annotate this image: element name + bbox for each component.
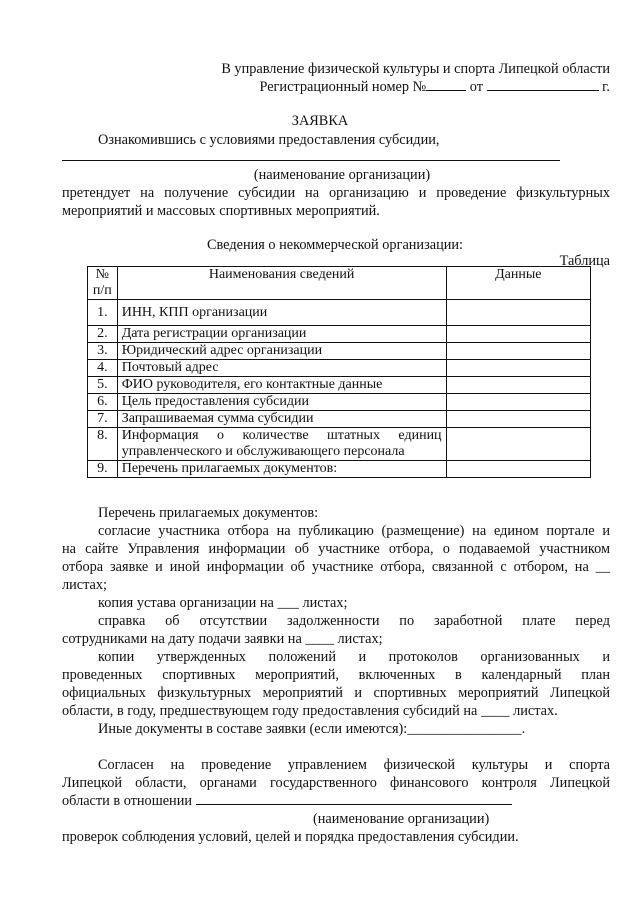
debt-line-1: справка об отсутствии задолженности по заработной плате перед [98, 613, 610, 629]
consent-line-4: листах; [62, 577, 108, 593]
agreement-line-1: Согласен на проведение управлением физической культуры и спорта [98, 757, 610, 773]
debt-line-2: сотрудниками на дату подачи заявки на ____ листах; [62, 631, 383, 647]
data-cell[interactable] [446, 360, 590, 377]
agreement-line-3: области в отношении [62, 792, 512, 810]
table-row: 4. Почтовый адрес [88, 360, 591, 377]
name-header: Наименования сведений [117, 267, 446, 300]
charter-line: копия устава организации на ___ листах; [98, 595, 348, 611]
num-header: № п/п [88, 267, 118, 300]
organization-info-table [87, 266, 591, 478]
data-cell[interactable] [446, 343, 590, 360]
reg-number-label: Регистрационный номер № [259, 79, 427, 95]
data-cell[interactable] [446, 326, 590, 343]
intro-line: Ознакомившись с условиями предоставления субсидии, [98, 132, 440, 148]
data-cell[interactable] [446, 411, 590, 428]
agreement-org-field[interactable] [196, 792, 512, 805]
data-cell[interactable] [446, 394, 590, 411]
table-row: 3. Юридический адрес организации [88, 343, 591, 360]
table-header-row [88, 267, 591, 300]
table-row: 5. ФИО руководителя, его контактные данные [88, 377, 591, 394]
consent-line-3: отбора заявке и иной информации об участнике отбора, связанной с отбором, на __ [62, 559, 610, 575]
reg-year-label: г. [602, 79, 610, 95]
data-cell[interactable] [446, 300, 590, 326]
table-row: 7. Запрашиваемая сумма субсидии [88, 411, 591, 428]
data-cell[interactable] [446, 428, 590, 461]
recipient-line: В управление физической культуры и спорта Липецкой области [221, 61, 610, 77]
reg-number-field[interactable] [426, 78, 466, 91]
table-row: 1. ИНН, КПП организации [88, 300, 591, 326]
table-row: 8. Информация о количестве штатных единиц управленческого и обслуживающего персонала [88, 428, 591, 461]
consent-line-1: согласие участника отбора на публикацию (размещение) на едином портале и [98, 523, 610, 539]
copies-line-2: проведенных спортивных мероприятий, включенных в календарный план [62, 667, 610, 683]
data-header: Данные [446, 267, 590, 300]
reg-date-field[interactable] [487, 78, 599, 91]
copies-line-3: официальных физкультурных мероприятий и спортивных мероприятий Липецкой [62, 685, 610, 701]
claim-line-2: мероприятий и массовых спортивных мероприятий. [62, 203, 380, 219]
agreement-line-4: проверок соблюдения условий, целей и порядка предоставления субсидии. [62, 829, 519, 845]
claim-line-1: претендует на получение субсидии на организацию и проведение физкультурных [62, 185, 610, 201]
table-title: Сведения о некоммерческой организации: [206, 237, 464, 253]
agreement-line-2: Липецкой области, органами государственного финансового контроля Липецкой [62, 775, 610, 791]
docs-heading: Перечень прилагаемых документов: [98, 505, 319, 521]
table-row: 6. Цель предоставления субсидии [88, 394, 591, 411]
copies-line-4: области, в году, предшествующем году предоставления субсидий на ____ листах. [62, 703, 558, 719]
consent-line-2: на сайте Управления информации об участнике отбора, о подаваемой участником [62, 541, 610, 557]
data-cell[interactable] [446, 377, 590, 394]
organization-caption: (наименование организации) [253, 167, 431, 183]
organization-name-field[interactable] [62, 148, 560, 161]
registration-line [259, 78, 610, 96]
document-title: ЗАЯВКА [291, 113, 349, 129]
other-docs-line: Иные документы в составе заявки (если имеются):________________. [98, 721, 526, 737]
data-cell[interactable] [446, 461, 590, 478]
table-caption: Таблица [559, 253, 610, 269]
reg-from-label: от [469, 79, 484, 95]
table-row: 2. Дата регистрации организации [88, 326, 591, 343]
table-row: 9. Перечень прилагаемых документов: [88, 461, 591, 478]
copies-line-1: копии утвержденных положений и протоколов организованных и [98, 649, 610, 665]
agreement-org-caption: (наименование организации) [313, 811, 490, 827]
